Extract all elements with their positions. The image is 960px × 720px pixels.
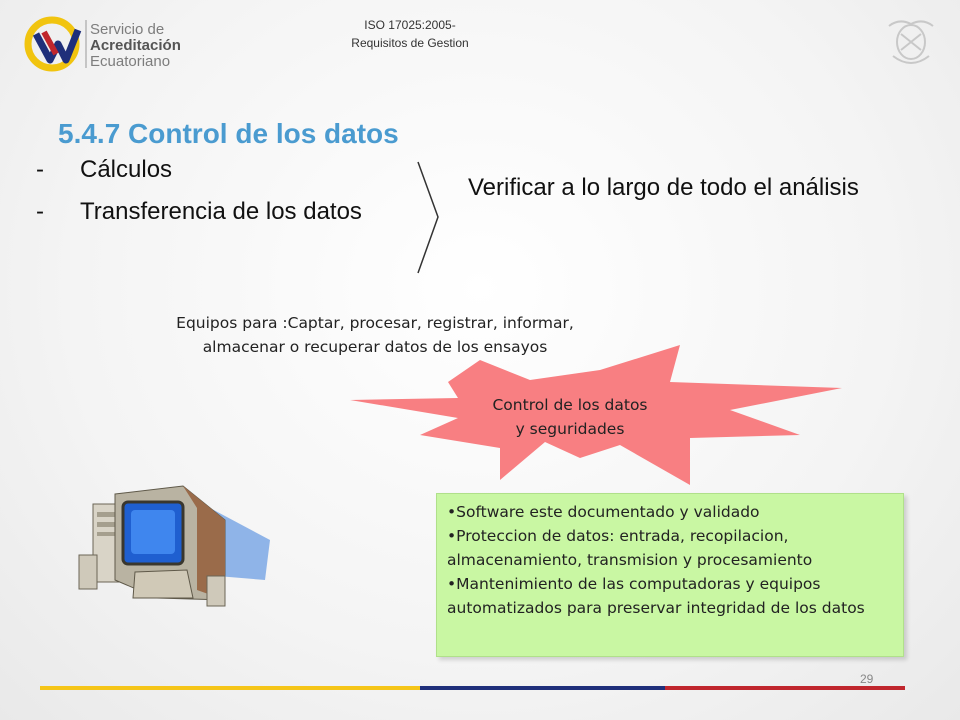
bullet-dash: - [36, 156, 44, 183]
logo-line-3: Ecuatoriano [90, 53, 171, 70]
computer-icon [75, 480, 275, 615]
requirement-item: •Proteccion de datos: entrada, recopilacion, almacenamiento, transmision y procesamiento [447, 527, 813, 569]
footer-bar-blue [420, 686, 665, 690]
logo-line-1: Servicio de [90, 21, 165, 38]
header-line-1: ISO 17025:2005- [364, 18, 456, 32]
coat-of-arms-icon [885, 14, 937, 68]
footer-bar-red [665, 686, 905, 690]
right-bracket-icon [412, 160, 442, 275]
bullet-list [36, 158, 416, 242]
footer-color-bar [40, 686, 905, 690]
header-caption [300, 16, 520, 52]
burst-label [455, 393, 685, 441]
logo-text [90, 22, 181, 70]
bullet-text: Cálculos [80, 156, 173, 183]
burst-line-1: Control de los datos [492, 396, 648, 414]
requirement-item: •Software este documentado y validado [447, 503, 760, 521]
requirements-box [436, 493, 904, 657]
page-number: 29 [860, 672, 874, 686]
bullet-item [36, 158, 416, 182]
logo-line-2: Acreditación [90, 37, 181, 54]
requirement-item: •Mantenimiento de las computadoras y equipos automatizados para preservar integridad de los datos [447, 575, 865, 617]
bullet-text: Transferencia de los datos [80, 198, 362, 225]
equipos-text: Equipos para :Captar, procesar, registrar, informar, almacenar o recuperar datos de los ensayos [176, 314, 574, 356]
footer-bar-yellow [40, 686, 420, 690]
slide-title: 5.4.7 Control de los datos [58, 118, 399, 149]
header-line-2: Requisitos de Gestion [351, 36, 469, 50]
verify-text: Verificar a lo largo de todo el análisis [468, 174, 859, 201]
bullet-dash: - [36, 198, 44, 225]
burst-line-2: y seguridades [515, 420, 625, 438]
bullet-item [36, 200, 416, 224]
